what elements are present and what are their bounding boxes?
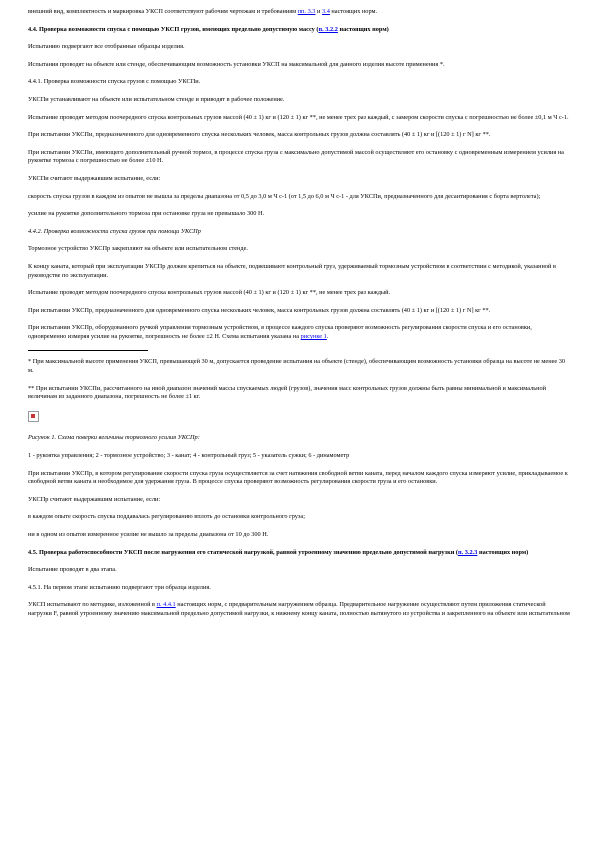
paragraph: Испытание проводят методом поочередного спуска контрольных грузов массой (40 ± 1) кг и (120 ± 1) кг **, не менее трех раз каждый, с замером скорости спуска с погрешностью не более ±0,1 м Ч с-1. — [28, 113, 569, 121]
link-3-2-3[interactable]: п. 3.2.3 — [458, 548, 478, 556]
document-page — [28, 8, 570, 628]
link-figure-1[interactable]: рисунке 1 — [300, 332, 327, 340]
text: и — [315, 8, 322, 15]
broken-image-icon — [28, 411, 39, 422]
paragraph: усилие на рукоятке дополнительного тормоза при остановке груза не превышало 300 Н. — [28, 210, 265, 218]
paragraph: УКСПи считают выдержавшим испытание, если: — [28, 174, 161, 182]
text: 4.5. Проверка работоспособности УКСП после нагружения его статической нагрузкой, равной утроенному значению предельно допустимой нагрузки ( — [28, 548, 459, 556]
section-heading-4-5 — [28, 549, 570, 558]
link-3-3[interactable]: пп. 3.3 — [297, 8, 316, 15]
paragraph: При испытании УКСПр, предназначенного для одновременного спуска нескольких человек, масса контрольных грузов должна составлять (40 ± 1) кг и [(120 ± 1) г N] кг **. — [28, 306, 491, 314]
text: внешний вид, комплектность и маркировка УКСП соответствуют рабочим чертежам и требованиям — [28, 8, 298, 15]
footnote-1: * При максимальной высоте применения УКСП, превышающей 30 м, допускается проведение испытания на объекте (стенде), обеспечивающим возможность установки образца на высоте не менее 30 м. — [28, 358, 566, 375]
link-4-4-1[interactable]: п. 4.4.1 — [156, 601, 176, 609]
section-heading-4-4 — [28, 26, 570, 35]
paragraph: Испытание проводят в два этапа. — [28, 566, 117, 574]
paragraph: Испытанию подвергают все отобранные образцы изделия. — [28, 43, 185, 51]
footnote-2: ** При испытании УКСПи, рассчитанного на иной диапазон значений массы спускаемых людей (грузов), значения масс контрольных грузов должны быть равны минимальной и максимальной величинам из заданного диапазона, погрешность не более ±1 кг. — [28, 384, 546, 401]
paragraph — [28, 601, 570, 618]
footnote-divider — [28, 350, 148, 351]
text: . — [326, 332, 329, 340]
paragraph: При испытании УКСПи, предназначенного для одновременного спуска нескольких человек, масса контрольных грузов должна составлять (40 ± 1) кг и [(120 ± 1) г N] кг **. — [28, 131, 491, 139]
text: настоящих норм. — [329, 8, 378, 15]
text: настоящих норм) — [477, 548, 529, 556]
text: 4.4. Проверка возможности спуска с помощью УКСП грузов, имеющих предельно допустимую массу ( — [28, 25, 319, 33]
paragraph: При испытании УКСПи, имеющего дополнительный ручной тормоз, в процессе спуска груза с максимально допустимой массой осуществляют его остановку с одновременным измерением усилия на рукоятке тормоза с погрешностью не более ±10 Н. — [28, 148, 564, 165]
paragraph: При испытании УКСПр, в котором регулирование скорости спуска груза осуществляется за счет натяжения свободной ветви каната, перед началом каждого спуска измеряют усилие, прикладываемое к свободной ветви каната и необходимое для удержания груза. В процессе спуска проверяют возможность регулирования скорости груза и его остановки. — [28, 469, 568, 486]
paragraph: Испытания проводят на объекте или стенде, обеспечивающим возможность установки УКСП на максимальной для данного изделия высоте применения *. — [28, 60, 445, 68]
link-3-2-2[interactable]: п. 3.2.2 — [318, 25, 338, 33]
figure-caption: Рисунок 1. Схема поверки величины тормозного усилия УКСПр: — [28, 434, 200, 442]
paragraph-intro — [28, 8, 570, 17]
paragraph: К концу каната, который при эксплуатации УКСПр должен крепиться на объекте, подвешивают контрольный груз, удерживаемый тормозным устройством в соответствии с методикой, указанной в руководстве по эксплуатации. — [28, 262, 556, 279]
link-3-4[interactable]: 3.4 — [321, 8, 330, 15]
paragraph: УКСПи устанавливают на объекте или испытательном стенде и приводят в рабочее положение. — [28, 95, 285, 103]
paragraph: Испытание проводят методом поочередного спуска контрольных грузов массой (40 ± 1) кг и (120 ± 1) кг **, не менее трех раз каждый. — [28, 289, 391, 297]
paragraph: скорость спуска грузов в каждом из опытов не вышла за пределы диапазона от 0,5 до 3,0 м Ч с-1 (от 1,5 до 6,0 м Ч с-1 - для УКСПи, предназначенного для десантирования с борта вертолета); — [28, 192, 541, 200]
text: настоящих норм, с предварительным нагружением образца. Предварительное нагружение осуществляют путем приложения статической нагрузки F, равной утроенному значению максимальной предельно допустимой нагрузки, к нижнему концу каната, полностью вытянутого из устройства и закрепленного на объекте или испытательном — [28, 601, 570, 617]
paragraph-figure-ref — [28, 324, 570, 341]
paragraph: УКСПр считают выдержавшим испытание, если: — [28, 495, 161, 503]
paragraph: в каждом опыте скорость спуска поддавалась регулированию вплоть до остановки контрольного груза; — [28, 513, 305, 521]
text: настоящих норм) — [337, 25, 389, 33]
text: При испытании УКСПр, оборудованного ручкой управления тормозным устройством, в процессе каждого спуска проверяют возможность регулирования скорости спуска и его остановки, одновременно измеряя усилие на рукоятке, погрешность не более ±2 Н. Схема испытания указана на — [28, 324, 532, 340]
subsection-heading-4-5-1: 4.5.1. На первом этапе испытанию подвергают три образца изделия. — [28, 583, 211, 591]
subsection-heading-4-4-2: 4.4.2. Проверка возможности спуска грузов при помощи УКСПр — [28, 227, 201, 235]
figure-legend: 1 - рукоятка управления; 2 - тормозное устройство; 3 - канат; 4 - контрольный груз; 5 - указатель сужки; 6 - динамометр — [28, 452, 350, 460]
subsection-heading-4-4-1: 4.4.1. Проверка возможности спуска грузов с помощью УКСПи. — [28, 78, 201, 86]
text: УКСП испытывают по методике, изложенной в — [28, 601, 157, 609]
paragraph: Тормозное устройство УКСПр закрепляют на объекте или испытательном стенде. — [28, 245, 248, 253]
paragraph: ни в одном из опытов измеренное усилие не вышло за пределы диапазона от 10 до 300 Н. — [28, 531, 269, 538]
